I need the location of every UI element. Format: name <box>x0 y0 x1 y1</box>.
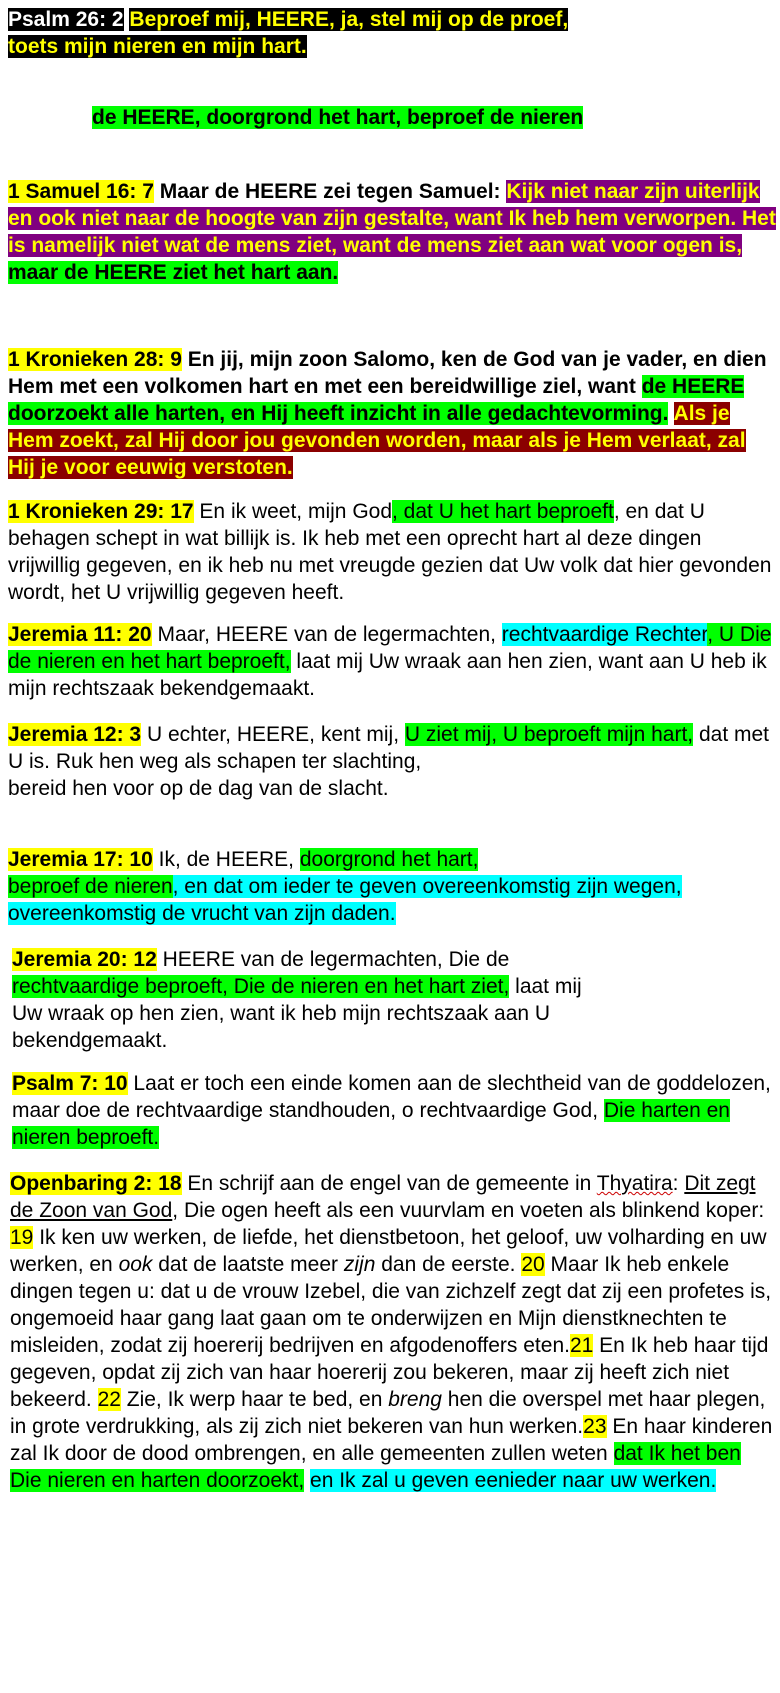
kronieken-28-block <box>8 346 776 481</box>
psalm-26-block <box>8 6 776 60</box>
verse-text: , Die ogen heeft als een vuurvlam en voeten als blinkend koper: <box>172 1199 765 1222</box>
verse-ref: Psalm 7: 10 <box>12 1072 128 1095</box>
verse-text-highlight: rechtvaardige Rechter <box>501 623 708 646</box>
verse-ref: 1 Kronieken 28: 9 <box>8 348 182 371</box>
verse-text: dat met U is. Ruk hen weg als schapen ter slachting, <box>8 723 770 773</box>
verse-ref: Jeremia 20: 12 <box>12 948 157 971</box>
verse-ref: Jeremia 11: 20 <box>8 623 152 646</box>
summary-text: de HEERE, doorgrond het hart, beproef de nieren <box>92 106 584 129</box>
verse-text: : <box>672 1172 685 1195</box>
verse-text-highlight: Als je Hem zoekt, zal Hij door jou gevonden worden, maar als je Hem verlaat, zal Hij je voor eeuwig verstoten. <box>8 402 746 479</box>
verse-text: Maar de HEERE zei tegen Samuel: <box>153 180 507 203</box>
verse-text: bekendgemaakt. <box>12 1029 168 1052</box>
verse-text: En schrijf aan de engel van de gemeente in <box>181 1172 597 1195</box>
verse-text-highlight: , U Die de nieren en het hart beproeft, <box>8 623 772 673</box>
kronieken-29-block <box>8 498 776 606</box>
verse-text: hen die overspel met haar plegen, in grote verdrukking, als zij zich niet bekeren van hun werken. <box>10 1388 766 1438</box>
verse-text: En ik weet, mijn God <box>193 500 393 523</box>
samuel-block <box>8 178 776 286</box>
verse-text-highlight: Die harten en nieren beproeft. <box>12 1099 730 1149</box>
verse-text: toets mijn nieren en mijn hart. <box>8 35 307 58</box>
verse-text-highlight: dat Ik het ben Die nieren en harten doorzoekt, <box>10 1442 741 1492</box>
verse-text: U echter, HEERE, kent mij, <box>141 723 405 746</box>
jeremia-12-block <box>8 721 776 802</box>
verse-text: Maar, HEERE van de legermachten, <box>151 623 502 646</box>
verse-text: Beproef mij, HEERE, ja, stel mij op de proef, <box>129 8 569 31</box>
verse-text: En Ik heb haar tijd gegeven, opdat zij zich van haar hoererij zou bekeren, maar zij heeft zich niet bekeerd. <box>10 1334 769 1411</box>
verse-text: Ik ken uw werken, de liefde, het dienstbetoon, het geloof, uw volharding en uw werken, en <box>10 1226 767 1276</box>
verse-text: En haar kinderen zal Ik door de dood ombrengen, en alle gemeenten zullen weten <box>10 1415 773 1465</box>
verse-text: bereid hen voor op de dag van de slacht. <box>8 777 389 800</box>
verse-number: 20 <box>521 1253 545 1276</box>
verse-text: , en dat U behagen schept in wat billijk is. Ik heb met een oprecht hart al deze dingen vrijwillig gegeven, en ik heb nu met vreugde gezien dat Uw volk dat hier gevonden wordt, het U vrijwillig gegeven heeft. <box>8 500 772 604</box>
verse-text-highlight: rechtvaardige beproeft, Die de nieren en het hart ziet, <box>12 975 510 998</box>
verse-ref: 1 Samuel 16: 7 <box>8 180 154 203</box>
jeremia-11-block <box>8 621 776 702</box>
verse-text-italic: zijn <box>343 1253 376 1276</box>
jeremia-17-block <box>8 846 776 927</box>
verse-ref: Psalm 26: 2 <box>8 8 124 31</box>
verse-text: Laat er toch een einde komen aan de slechtheid van de goddelozen, maar doe de rechtvaardige standhouden, o rechtvaardige God, <box>12 1072 771 1122</box>
verse-text-italic: ook <box>118 1253 153 1276</box>
verse-text: Maar Ik heb enkele dingen tegen u: dat u de vrouw Izebel, die van zichzelf zegt dat zij een profetes is, ongemoeid haar gang laat gaan om te onderwijzen en Mijn dienstknechten te misleiden, zodat zij hoererij bedrijven en afgodenoffers eten. <box>10 1253 772 1357</box>
verse-text: dan de eerste. <box>375 1253 522 1276</box>
verse-text: Uw wraak op hen zien, want ik heb mijn rechtszaak aan U <box>12 1002 551 1025</box>
verse-number: 22 <box>97 1388 121 1411</box>
verse-number: 21 <box>569 1334 594 1357</box>
verse-text: laat mij Uw wraak aan hen zien, want aan U heb ik mijn rechtszaak bekendgemaakt. <box>8 650 767 700</box>
summary-block <box>92 104 772 131</box>
verse-ref: 1 Kronieken 29: 17 <box>8 500 194 523</box>
verse-text-italic: breng <box>388 1388 442 1411</box>
verse-ref: Jeremia 12: 3 <box>8 723 142 746</box>
verse-text-underlined: Dit zegt de Zoon van God <box>10 1172 756 1222</box>
verse-text: dat de laatste meer <box>152 1253 344 1276</box>
verse-ref: Jeremia 17: 10 <box>8 848 153 871</box>
jeremia-20-block <box>12 946 776 1054</box>
openbaring-block <box>10 1170 776 1494</box>
verse-text: Zie, Ik werp haar te bed, en <box>120 1388 389 1411</box>
verse-text-highlight: maar de HEERE ziet het hart aan. <box>8 261 339 284</box>
verse-text-highlight: , en dat om ieder te geven overeenkomstig zijn wegen, overeenkomstig de vrucht van zijn daden. <box>8 875 682 925</box>
verse-text: laat mij <box>509 975 582 998</box>
verse-text-highlight: beproef de nieren <box>8 875 173 898</box>
verse-text: HEERE van de legermachten, Die de <box>156 948 510 971</box>
verse-text-highlight: Kijk niet naar zijn uiterlijk en ook niet naar de hoogte van zijn gestalte, want Ik heb hem verworpen. Het is namelijk niet wat de mens ziet, want de mens ziet aan wat voor ogen is, <box>8 180 776 257</box>
verse-text: Ik, de HEERE, <box>152 848 300 871</box>
verse-text-highlight: , dat U het hart beproeft <box>392 500 614 523</box>
verse-text-highlight: doorgrond het hart, <box>299 848 479 871</box>
verse-text: En jij, mijn zoon Salomo, ken de God van je vader, en dien Hem met een volkomen hart en met een bereidwillige ziel, want <box>8 348 767 398</box>
verse-text-highlight: en Ik zal u geven eenieder naar uw werken. <box>310 1469 717 1492</box>
psalm-7-block <box>12 1070 776 1151</box>
verse-ref: Openbaring 2: 18 <box>10 1172 182 1195</box>
verse-number: 19 <box>10 1226 34 1249</box>
verse-text-highlight: U ziet mij, U beproeft mijn hart, <box>404 723 694 746</box>
verse-number: 23 <box>583 1415 607 1438</box>
verse-text-highlight: de HEERE doorzoekt alle harten, en Hij heeft inzicht in alle gedachtevorming. <box>8 375 745 425</box>
verse-text-misspelled: Thyatira <box>596 1172 673 1195</box>
